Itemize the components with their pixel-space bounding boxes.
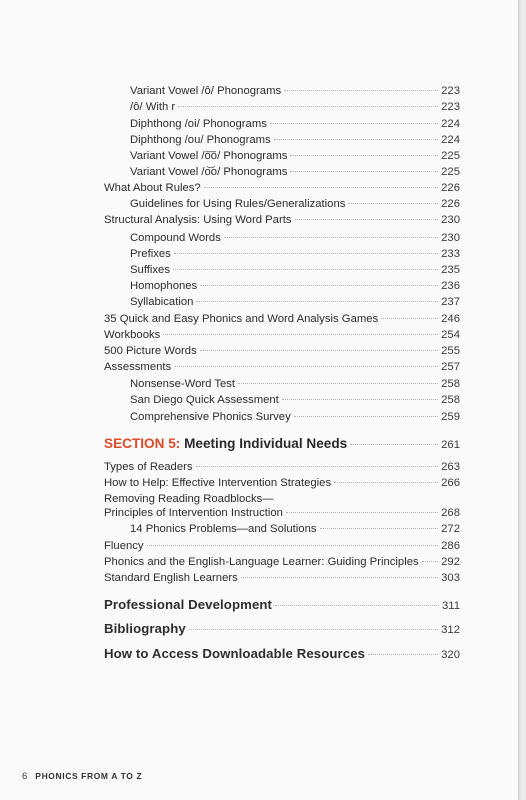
- toc-major-entry: [104, 647, 460, 662]
- dot-leader: [275, 605, 439, 606]
- toc-entry-page: 268: [441, 507, 460, 519]
- toc-entry: [104, 539, 460, 553]
- footer-book-title: PHONICS FROM A TO Z: [35, 771, 143, 781]
- toc-entry: [104, 360, 460, 374]
- toc-entry-page: 254: [441, 329, 460, 341]
- toc-entry-label: Nonsense-Word Test: [130, 378, 236, 390]
- toc-entry-page: 223: [441, 101, 460, 113]
- toc-entry: [130, 100, 460, 114]
- dot-leader: [196, 301, 438, 302]
- dot-leader: [200, 285, 438, 286]
- dot-leader: [178, 106, 438, 107]
- dot-leader: [274, 139, 438, 140]
- toc-entry-label: Prefixes: [130, 248, 171, 260]
- toc-entry: [130, 84, 460, 98]
- toc-entry-label: Compound Words: [130, 232, 221, 244]
- toc-entry-page: 292: [441, 556, 460, 568]
- dot-leader: [348, 203, 438, 204]
- toc-entry: [130, 133, 460, 147]
- toc-entry-label: Bibliography: [104, 621, 186, 636]
- toc-entry: [104, 476, 460, 490]
- toc-entry: [104, 506, 460, 520]
- toc-entry-label: Comprehensive Phonics Survey: [130, 411, 291, 423]
- toc-entry-label: 14 Phonics Problems—and Solutions: [130, 523, 317, 535]
- dot-leader: [282, 399, 438, 400]
- toc-entry: [130, 117, 460, 131]
- toc-entry-page: 230: [441, 214, 460, 226]
- toc-entry-label: 500 Picture Words: [104, 345, 197, 357]
- toc-entry-label: San Diego Quick Assessment: [130, 394, 279, 406]
- dot-leader: [241, 577, 438, 578]
- dot-leader: [381, 318, 438, 319]
- toc-entry: [104, 492, 460, 506]
- toc-entry-label: Professional Development: [104, 597, 273, 612]
- toc-entry-label: 35 Quick and Easy Phonics and Word Analysis Games: [104, 313, 379, 325]
- toc-entry: [130, 377, 460, 391]
- toc-entry: [104, 328, 460, 342]
- toc-entry-page: 225: [441, 166, 460, 178]
- toc-entry-page: 272: [441, 523, 460, 535]
- dot-leader: [238, 383, 438, 384]
- section-page: 261: [441, 439, 460, 451]
- toc-entry: [130, 197, 460, 211]
- dot-leader: [173, 269, 438, 270]
- dot-leader: [163, 334, 438, 335]
- toc-entry-page: 255: [441, 345, 460, 357]
- toc-entry-page: 320: [441, 649, 460, 661]
- toc-entry-label: Removing Reading Roadblocks—: [104, 493, 274, 505]
- toc-entry-label: Structural Analysis: Using Word Parts: [104, 214, 292, 226]
- dot-leader: [290, 155, 438, 156]
- toc-entry: [130, 279, 460, 293]
- dot-leader: [147, 545, 439, 546]
- toc-entry-page: 226: [441, 198, 460, 210]
- toc-entry-label: How to Help: Effective Intervention Strategies: [104, 477, 332, 489]
- dot-leader: [200, 350, 438, 351]
- dot-leader: [286, 512, 438, 513]
- toc-entry-label: Homophones: [130, 280, 198, 292]
- toc-entry-label: Diphthong /oi/ Phonograms: [130, 118, 267, 130]
- section-title: [104, 437, 347, 451]
- toc-entry-page: 226: [441, 182, 460, 194]
- toc-entry: [104, 181, 460, 195]
- toc-entry-label: Workbooks: [104, 329, 161, 341]
- toc-entry: [130, 410, 460, 424]
- dot-leader: [368, 654, 438, 655]
- toc-entry-label: Suffixes: [130, 264, 170, 276]
- toc-entry-label: Phonics and the English-Language Learner: Guiding Principles: [104, 556, 419, 568]
- toc-entry-label: What About Rules?: [104, 182, 201, 194]
- toc-major-entry: [104, 622, 460, 637]
- toc-entry-page: 311: [441, 600, 460, 612]
- toc-entry: [104, 555, 460, 569]
- toc-entry-page: 258: [441, 394, 460, 406]
- toc-entry-page: 286: [441, 540, 460, 552]
- section-number: SECTION 5:: [104, 436, 181, 451]
- toc-entry: [104, 344, 460, 358]
- dot-leader: [320, 528, 439, 529]
- toc-entry-label: Fluency: [104, 540, 144, 552]
- toc-entry-page: 266: [441, 477, 460, 489]
- dot-leader: [224, 237, 438, 238]
- dot-leader: [174, 253, 438, 254]
- toc-entry: [104, 213, 460, 227]
- toc-entry: [130, 247, 460, 261]
- toc-entry-label: Variant Vowel /o͝o/ Phonograms: [130, 166, 288, 178]
- toc-entry: [130, 231, 460, 245]
- toc-entry: [104, 460, 460, 474]
- toc-entry: [104, 571, 460, 585]
- dot-leader: [290, 171, 438, 172]
- toc-entry-page: 237: [441, 296, 460, 308]
- toc-entry-label: Variant Vowel /o͞o/ Phonograms: [130, 150, 288, 162]
- toc-entry: [130, 295, 460, 309]
- toc-entry-page: 233: [441, 248, 460, 260]
- toc-entry-page: 235: [441, 264, 460, 276]
- dot-leader: [294, 416, 438, 417]
- toc-entry-page: 312: [441, 624, 460, 636]
- toc-entry: [130, 165, 460, 179]
- toc-entry-page: 225: [441, 150, 460, 162]
- toc-entry-page: 263: [441, 461, 460, 473]
- toc-entry-label: Variant Vowel /ô/ Phonograms: [130, 85, 282, 97]
- toc-entry-page: 236: [441, 280, 460, 292]
- toc-entry-page: 230: [441, 232, 460, 244]
- toc-entry-page: 224: [441, 118, 460, 130]
- dot-leader: [295, 219, 439, 220]
- dot-leader: [334, 482, 438, 483]
- toc-entry-label: /ô/ With r: [130, 101, 176, 113]
- toc-entry-page: 258: [441, 378, 460, 390]
- toc-entry-label: Types of Readers: [104, 461, 193, 473]
- toc-entry-label: Standard English Learners: [104, 572, 238, 584]
- section-name: Meeting Individual Needs: [180, 436, 348, 451]
- toc-entry-page: 303: [441, 572, 460, 584]
- toc-entry-label: Syllabication: [130, 296, 194, 308]
- toc-entry-page: 224: [441, 134, 460, 146]
- dot-leader: [196, 466, 439, 467]
- toc-entry: [130, 149, 460, 163]
- section-heading: [104, 437, 460, 452]
- page-footer: [22, 771, 142, 782]
- toc-entry-page: 223: [441, 85, 460, 97]
- toc-entry-page: 257: [441, 361, 460, 373]
- toc-entry-label: Assessments: [104, 361, 172, 373]
- footer-page-number: 6: [22, 771, 28, 782]
- toc-entry-label: Guidelines for Using Rules/Generalizations: [130, 198, 346, 210]
- dot-leader: [284, 90, 438, 91]
- toc-entry-page: 246: [441, 313, 460, 325]
- toc-entry-page: 259: [441, 411, 460, 423]
- dot-leader: [189, 629, 438, 630]
- toc-major-entry: [104, 598, 460, 613]
- dot-leader: [204, 187, 438, 188]
- toc-entry-label: Diphthong /ou/ Phonograms: [130, 134, 271, 146]
- toc-entry-label: Principles of Intervention Instruction: [104, 507, 283, 519]
- toc-entry: [130, 263, 460, 277]
- dot-leader: [350, 444, 438, 445]
- toc-entry-label: How to Access Downloadable Resources: [104, 646, 366, 661]
- dot-leader: [422, 561, 439, 562]
- toc-entry: [104, 312, 460, 326]
- toc-entry: [130, 393, 460, 407]
- dot-leader: [270, 123, 438, 124]
- dot-leader: [174, 366, 438, 367]
- toc-entry: [130, 522, 460, 536]
